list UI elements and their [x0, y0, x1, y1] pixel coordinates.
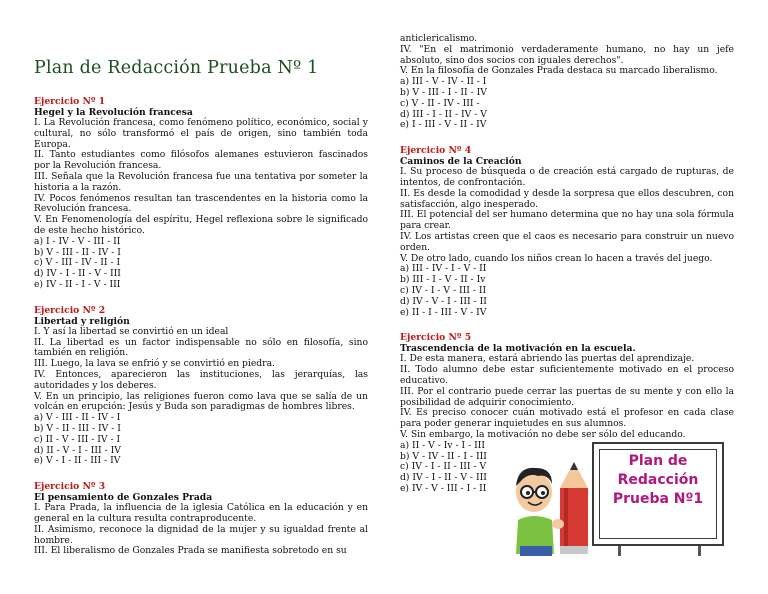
statement: anticlericalismo. [400, 33, 478, 44]
option: a) I - IV - V - III - II [34, 235, 121, 247]
exercise-topic: El pensamiento de Gonzales Prada [34, 492, 213, 504]
exercise-heading: Ejercicio Nº 2 [34, 304, 106, 316]
option: d) IV - V - I - III - II [400, 295, 487, 307]
option: b) III - I - V - II - Iv [400, 274, 486, 286]
statement: I. Para Prada, la influencia de la iglesia Católica en la educación y en general en la cultura resulta contraproducente. [34, 502, 368, 524]
statement: I. De esta manera, estará abriendo las puertas del aprendizaje. [400, 353, 695, 365]
exercise-topic: Trascendencia de la motivación en la escuela. [400, 343, 636, 355]
statement: V. En un principio, las religiones fueron como lava que se salía de un volcán en erupción: Jesús y Buda son paradigmas de hombres libres. [34, 390, 368, 413]
left-column [34, 24, 368, 571]
exercise-1 [34, 96, 368, 291]
option: d) IV - I - II - V - III [34, 268, 121, 280]
right-column [400, 34, 734, 509]
option: d) IV - I - II - V - III [400, 472, 487, 484]
option: e) IV - II - I - V - III [34, 278, 121, 290]
option: b) V - III - II - IV - I [34, 246, 121, 258]
statement: I. La Revolución francesa, como fenómeno político, económico, social y cultural, no sólo transformó el país de origen, sino también toda Europa. [34, 117, 368, 150]
option: c) IV - I - II - III - V [400, 461, 487, 473]
whiteboard-line: Prueba Nº1 [612, 491, 704, 507]
option: d) II - V - I - III - IV [34, 444, 121, 456]
statement: IV. Es preciso conocer cuán motivado está el profesor en cada clase para poder generar inquietudes en sus alumnos. [400, 407, 734, 430]
statement: V. Sin embargo, la motivación no debe ser sólo del educando. [400, 428, 686, 440]
statement: I. Su proceso de búsqueda o de creación está cargado de rupturas, de intentos, de confrontación. [400, 166, 734, 188]
option: e) IV - V - III - I - II [400, 482, 487, 494]
option: d) III - I - II - IV - V [400, 108, 487, 120]
exercise-heading: Ejercicio Nº 1 [34, 96, 106, 107]
option: c) V - II - IV - III - [400, 97, 480, 109]
statement: II. Todo alumno debe estar suficientemente motivado en el proceso educativo. [400, 364, 734, 386]
exercise-3 [34, 481, 368, 557]
statement: IV. Pocos fenómenos resultan tan trascendentes en la historia como la Revolución francesa. [34, 192, 368, 215]
option: e) I - III - V - II - IV [400, 119, 487, 131]
exercise-topic: Hegel y la Revolución francesa [34, 107, 193, 118]
whiteboard-text [594, 452, 722, 509]
option: b) V - III - I - II - IV [400, 86, 487, 98]
exercise-heading: Ejercicio Nº 3 [34, 481, 106, 493]
exercise-2 [34, 305, 368, 467]
statement: IV. Los artistas creen que el caos es necesario para construir un nuevo orden. [400, 230, 734, 253]
option: b) V - II - III - IV - I [34, 422, 121, 434]
exercise-heading: Ejercicio Nº 5 [400, 332, 472, 344]
statement: III. Luego, la lava se enfrió y se convirtió en piedra. [34, 358, 275, 370]
statement: III. Por el contrario puede cerrar las puertas de su mente y con ello la posibilidad de adquirir conocimiento. [400, 385, 734, 408]
statement: V. De otro lado, cuando los niños crean lo hacen a través del juego. [400, 252, 713, 264]
option: c) IV - I - V - III - II [400, 284, 487, 296]
option: c) II - V - III - IV - I [34, 433, 121, 445]
statement: II. Es desde la comodidad y desde la sorpresa que ellos descubren, con satisfacción, algo inesperado. [400, 187, 734, 210]
statement: III. El liberalismo de Gonzales Prada se manifiesta sobretodo en su [34, 545, 347, 557]
option: a) III - IV - I - V - II [400, 263, 487, 275]
whiteboard-line: Redacción [617, 472, 699, 488]
statement: V. En Fenomenología del espíritu, Hegel reflexiona sobre le significado de este hecho histórico. [34, 214, 368, 236]
page-title: Plan de Redacción Prueba Nº 1 [34, 58, 319, 78]
boy-icon [516, 468, 564, 556]
whiteboard-leg [618, 546, 621, 556]
statement: IV. Entonces, aparecieron las instituciones, las jerarquías, las autoridades y los deberes. [34, 368, 368, 391]
option: a) II - V - Iv - I - III [400, 439, 485, 451]
option: e) V - I - II - III - IV [34, 455, 121, 467]
option: a) III - V - IV - II - I [400, 76, 487, 88]
exercise-topic: Caminos de la Creación [400, 156, 522, 168]
exercise-4 [400, 145, 734, 318]
exercise-heading: Ejercicio Nº 4 [400, 145, 472, 157]
statement: II. Tanto estudiantes como filósofos alemanes estuvieron fascinados por la Revolución francesa. [34, 149, 368, 172]
option: a) V - III - II - IV - I [34, 412, 121, 424]
exercise-3-continued [400, 34, 734, 131]
statement: II. Asimismo, reconoce la dignidad de la mujer y su igualdad frente al hombre. [34, 523, 368, 546]
exercise-topic: Libertad y religión [34, 315, 130, 327]
statement: II. La libertad es un factor indispensable no sólo en filosofía, sino también en religión. [34, 336, 368, 359]
statement: III. El potencial del ser humano determina que no hay una sola fórmula para crear. [400, 209, 734, 232]
option: c) V - III - IV - II - I [34, 257, 121, 269]
statement: IV. "En el matrimonio verdaderamente humano, no hay un jefe absoluto, sino dos socios con iguales derechos". [400, 43, 734, 66]
statement: V. En la filosofía de Gonzales Prada destaca su marcado liberalismo. [400, 65, 718, 77]
statement: I. Y así la libertad se convirtió en un ideal [34, 325, 229, 337]
option: b) V - IV - II - I - III [400, 450, 487, 462]
option: e) II - I - III - V - IV [400, 306, 487, 318]
pencil-icon [560, 462, 588, 554]
whiteboard-line: Plan de [628, 453, 688, 469]
statement: III. Señala que la Revolución francesa fue una tentativa por someter la historia a la razón. [34, 170, 368, 193]
whiteboard [592, 442, 724, 546]
whiteboard-leg [698, 546, 701, 556]
